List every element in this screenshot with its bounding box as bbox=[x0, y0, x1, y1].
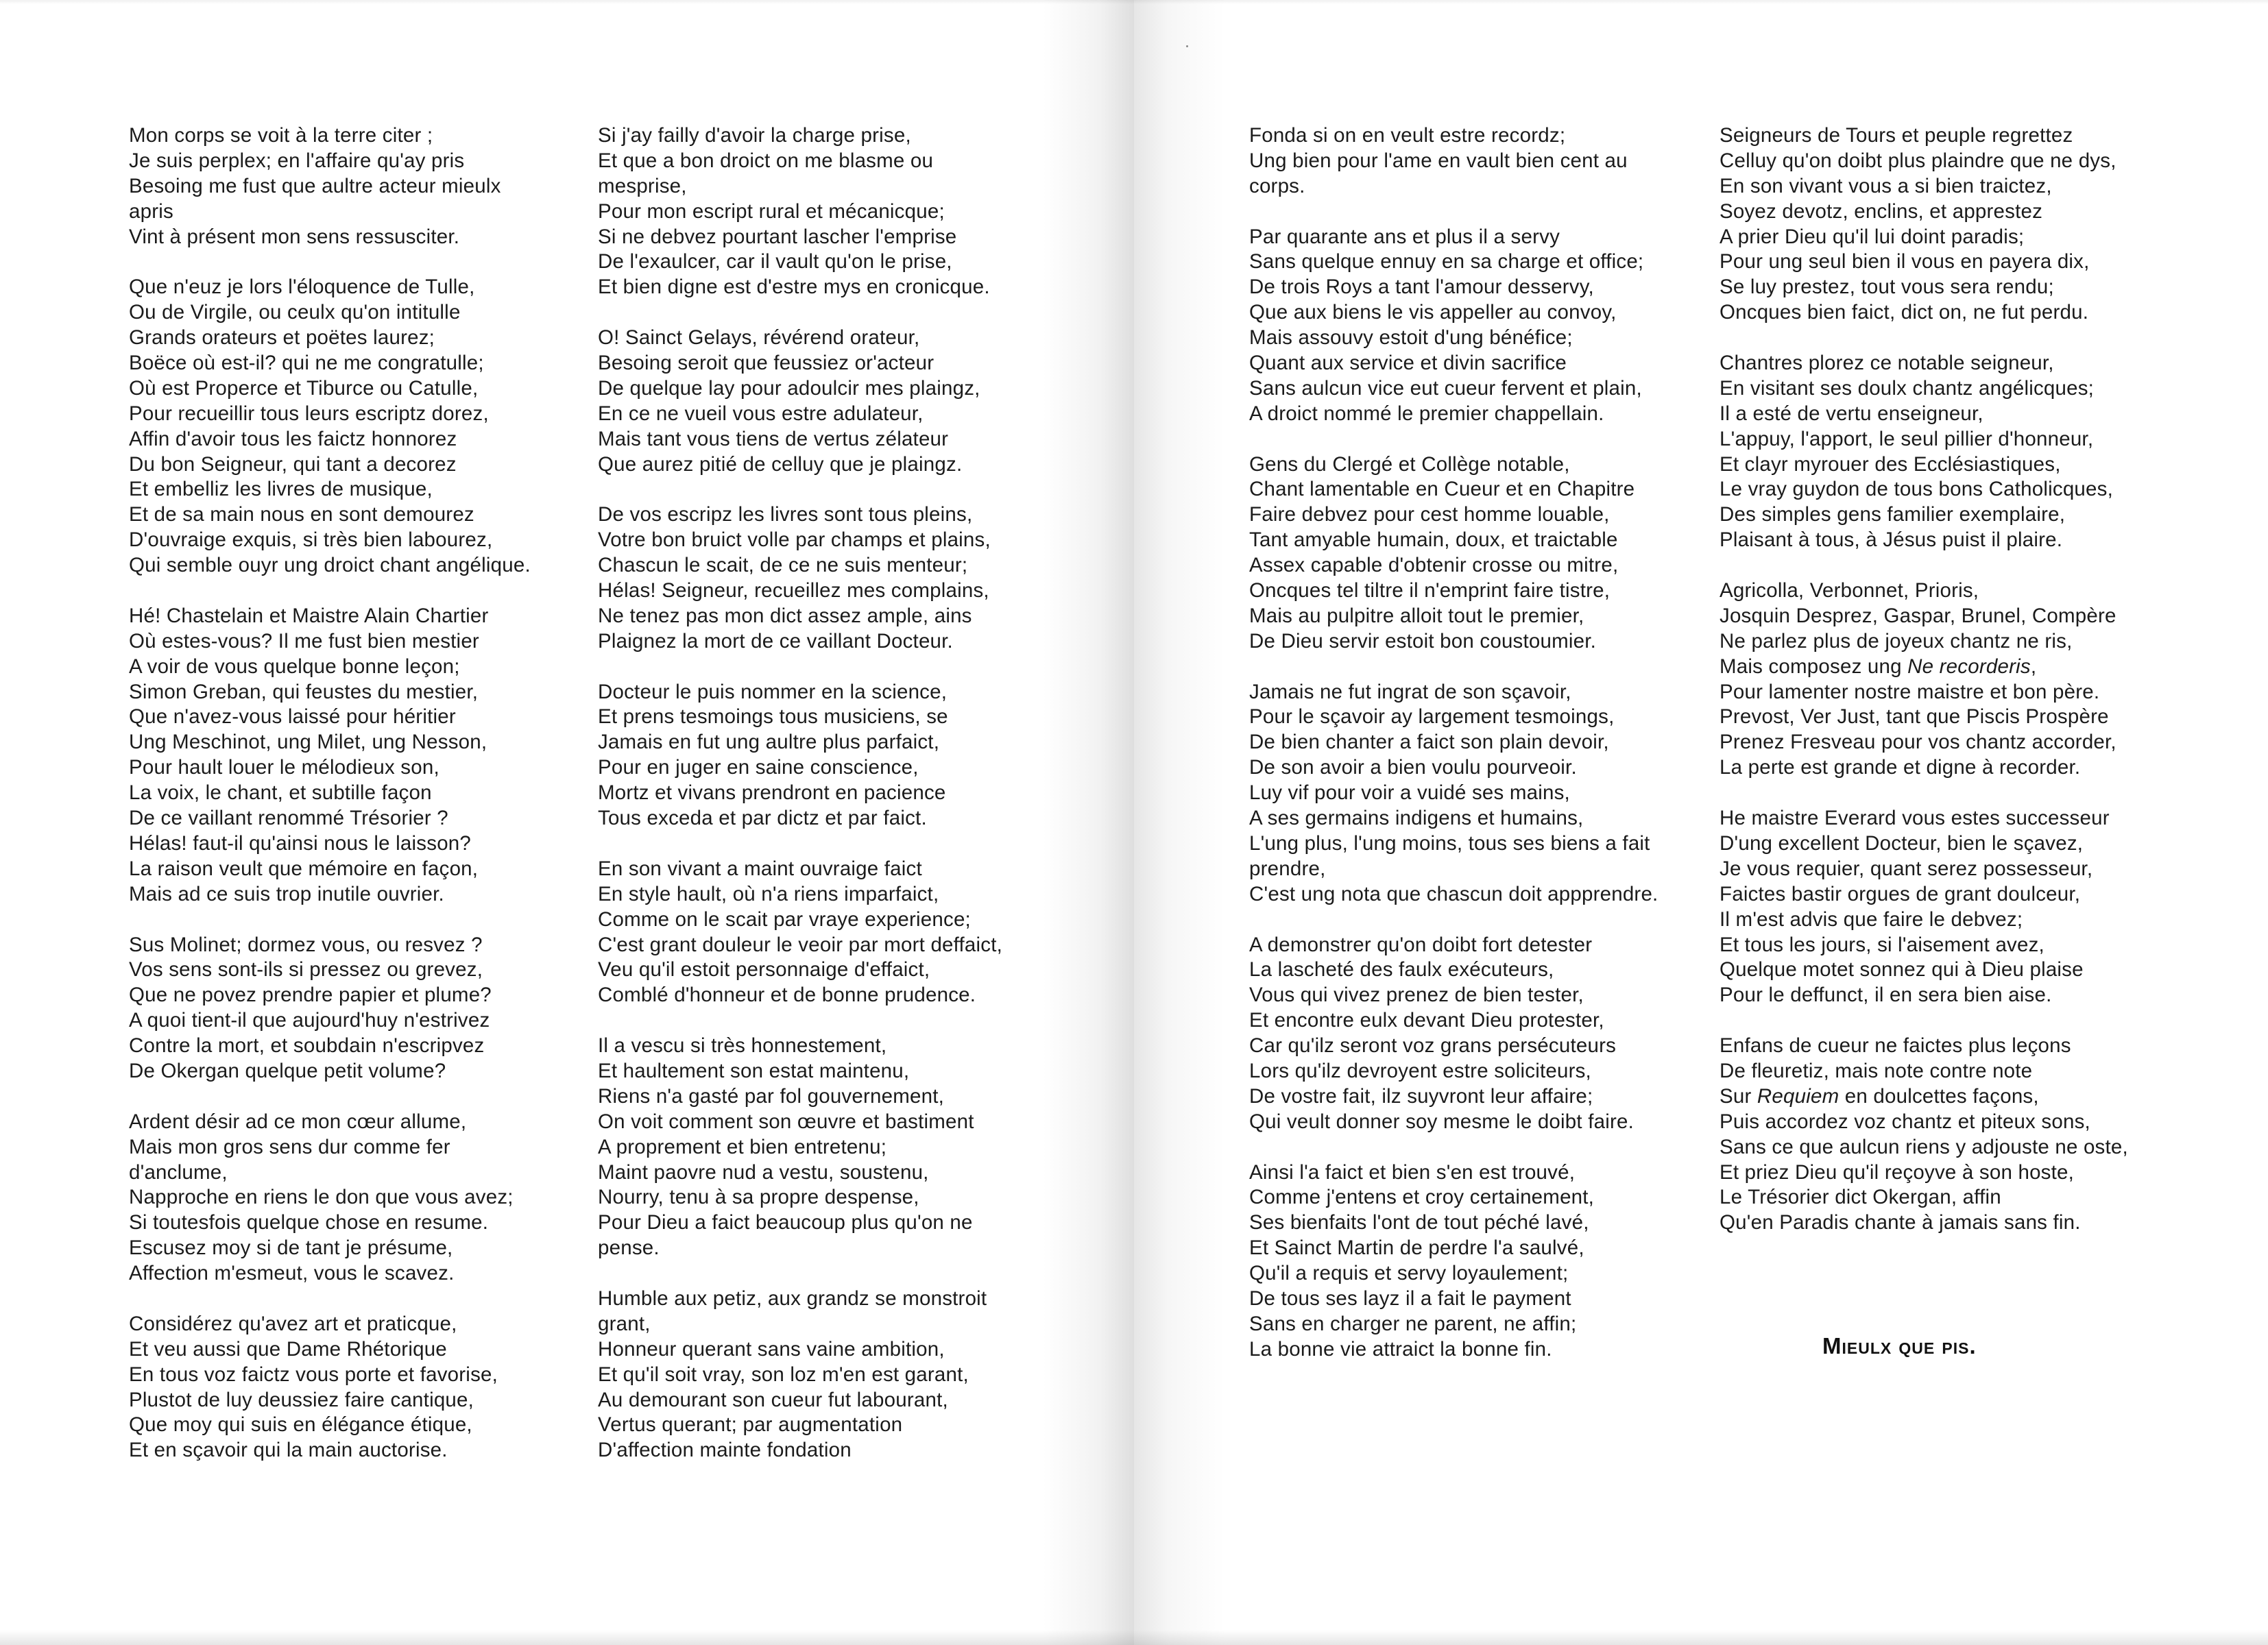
verse-line: Ainsi l'a faict et bien s'en est trouvé, bbox=[1249, 1160, 1576, 1184]
verse-line: De ce vaillant renommé Trésorier ? bbox=[129, 807, 448, 830]
verse-line: Ses bienfaits l'ont de tout péché lavé, bbox=[1249, 1211, 1589, 1234]
verse-line: Honneur querant sans vaine ambition, bbox=[598, 1337, 945, 1361]
verse-line: Vertus querant; par augmentation bbox=[598, 1413, 903, 1437]
verse-line: Pour en juger en saine conscience, bbox=[598, 756, 919, 779]
verse-line: Que aurez pitié de celluy que je plaingz. bbox=[598, 452, 963, 476]
verse-line: Et de sa main nous en sont demourez bbox=[129, 503, 474, 526]
verse-line: Que aux biens le vis appeller au convoy, bbox=[1249, 301, 1617, 324]
verse-line: Ne parlez plus de joyeux chantz ne ris, bbox=[1720, 629, 2073, 653]
poem-column-2 bbox=[598, 123, 1050, 1463]
stanza-break bbox=[598, 1008, 1050, 1034]
verse-line: Seigneurs de Tours et peuple regrettez bbox=[1720, 124, 2073, 147]
verse-line: L'ung plus, l'ung moins, tous ses biens a fait bbox=[1249, 831, 1650, 855]
verse-line: Tous exceda et par dictz et par faict. bbox=[598, 807, 927, 830]
stanza-break bbox=[129, 1287, 581, 1312]
verse-line: Jamais ne fut ingrat de son sçavoir, bbox=[1249, 680, 1571, 703]
verse-line: Agricolla, Verbonnet, Prioris, bbox=[1720, 579, 1979, 602]
verse-line: De Dieu servir estoit bon coustoumier. bbox=[1249, 629, 1597, 653]
verse-line: Enfans de cueur ne faictes plus leçons bbox=[1720, 1034, 2071, 1058]
verse-line: Soyez devotz, enclins, et apprestez bbox=[1720, 199, 2043, 223]
verse-line: Affection m'esmeut, vous le scavez. bbox=[129, 1262, 455, 1285]
verse-line: Et priez Dieu qu'il reçoyve à son hoste, bbox=[1720, 1160, 2075, 1184]
verse-line: Chantres plorez ce notable seigneur, bbox=[1720, 352, 2054, 375]
verse-line: D'affection mainte fondation bbox=[598, 1439, 852, 1462]
verse-line: Sur Requiem en doulcettes façons, bbox=[1720, 1084, 2039, 1108]
verse-line: Nourry, tenu à sa propre despense, bbox=[598, 1186, 919, 1209]
verse-line: Affin d'avoir tous les faictz honnorez bbox=[129, 427, 457, 450]
stanza-break bbox=[598, 831, 1050, 857]
verse-line: Faire debvez pour cest homme louable, bbox=[1249, 503, 1610, 526]
verse-line: Et prens tesmoings tous musiciens, se bbox=[598, 705, 948, 729]
verse-line: pense. bbox=[598, 1236, 660, 1260]
verse-line: La perte est grande et digne à recorder. bbox=[1720, 756, 2081, 779]
verse-line: Pour lamenter nostre maistre et bon père. bbox=[1720, 680, 2100, 703]
verse-line: Et encontre eulx devant Dieu protester, bbox=[1249, 1009, 1604, 1032]
verse-line: Contre la mort, et soubdain n'escripvez bbox=[129, 1034, 485, 1058]
verse-line: Si ne debvez pourtant lascher l'emprise bbox=[598, 225, 957, 248]
stanza-break bbox=[1249, 199, 1702, 225]
verse-line: De trois Roys a tant l'amour desservy, bbox=[1249, 276, 1594, 299]
verse-line: Et que a bon droict on me blasme ou bbox=[598, 149, 934, 172]
verse-line: grant, bbox=[598, 1312, 651, 1335]
paper-speck bbox=[1186, 45, 1188, 47]
verse-line: A quoi tient-il que aujourd'huy n'estrivez bbox=[129, 1009, 490, 1032]
verse-line: Votre bon bruict volle par champs et plains, bbox=[598, 528, 991, 552]
closing-motto: Mieulx que pis. bbox=[1822, 1333, 1977, 1358]
verse-line: Et en sçavoir qui la main auctorise. bbox=[129, 1439, 448, 1462]
verse-line: Si toutesfois quelque chose en resume. bbox=[129, 1211, 489, 1234]
verse-line: Le Trésorier dict Okergan, affin bbox=[1720, 1186, 2001, 1209]
verse-line: Mais assouvy estoit d'ung bénéfice; bbox=[1249, 326, 1573, 350]
verse-line: Humble aux petiz, aux grandz se monstroit bbox=[598, 1287, 987, 1310]
verse-line: Pour hault louer le mélodieux son, bbox=[129, 756, 439, 779]
verse-line: Comme on le scait par vraye experience; bbox=[598, 907, 971, 931]
poem-column-1 bbox=[129, 123, 581, 1463]
stanza-break bbox=[1249, 427, 1702, 452]
verse-line: Et qu'il soit vray, son loz m'en est garant, bbox=[598, 1363, 969, 1386]
verse-line: Qu'il a requis et servy loyaulement; bbox=[1249, 1262, 1569, 1285]
verse-line: Docteur le puis nommer en la science, bbox=[598, 680, 948, 703]
verse-line: En son vivant vous a si bien traictez, bbox=[1720, 174, 2052, 197]
verse-line: d'anclume, bbox=[129, 1160, 228, 1184]
verse-line: Où est Properce et Tiburce ou Catulle, bbox=[129, 376, 479, 400]
verse-line: Et clayr myrouer des Ecclésiastiques, bbox=[1720, 452, 2061, 476]
verse-line: Où estes-vous? Il me fust bien mestier bbox=[129, 629, 479, 653]
verse-line: Veu qu'il estoit personnaige d'effaict, bbox=[598, 958, 930, 982]
verse-line: Comme j'entens et croy certainement, bbox=[1249, 1186, 1595, 1209]
verse-line: De bien chanter a faict son plain devoir, bbox=[1249, 731, 1609, 754]
verse-line: Je suis perplex; en l'affaire qu'ay pris bbox=[129, 149, 465, 172]
verse-line: Mortz et vivans prendront en pacience bbox=[598, 781, 946, 805]
verse-line: Assex capable d'obtenir crosse ou mitre, bbox=[1249, 554, 1619, 577]
verse-line: Plustot de luy deussiez faire cantique, bbox=[129, 1388, 474, 1411]
verse-line: Lors qu'ilz devroyent estre soliciteurs, bbox=[1249, 1059, 1591, 1082]
verse-line: Qu'en Paradis chante à jamais sans fin. bbox=[1720, 1211, 2081, 1234]
stanza-break bbox=[598, 655, 1050, 680]
verse-line: Si j'ay failly d'avoir la charge prise, bbox=[598, 124, 911, 147]
verse-line: Fonda si on en veult estre recordz; bbox=[1249, 124, 1566, 147]
verse-line: Quelque motet sonnez qui à Dieu plaise bbox=[1720, 958, 2084, 982]
verse-line: De tous ses layz il a fait le payment bbox=[1249, 1287, 1571, 1310]
verse-line: Luy vif pour voir a vuidé ses mains, bbox=[1249, 781, 1570, 805]
verse-line: De quelque lay pour adoulcir mes plaingz, bbox=[598, 376, 980, 400]
verse-line: Grands orateurs et poëtes laurez; bbox=[129, 326, 435, 350]
verse-line: La raison veult que mémoire en façon, bbox=[129, 857, 479, 880]
verse-line: Sus Molinet; dormez vous, ou resvez ? bbox=[129, 933, 483, 956]
verse-line: A droict nommé le premier chappellain. bbox=[1249, 402, 1604, 425]
verse-line: Qui veult donner soy mesme le doibt faire. bbox=[1249, 1110, 1634, 1133]
stanza-break bbox=[1249, 655, 1702, 680]
stanza-break bbox=[129, 907, 581, 933]
verse-line: Mais au pulpitre alloit tout le premier, bbox=[1249, 604, 1584, 627]
verse-line: Pour le deffunct, il en sera bien aise. bbox=[1720, 984, 2052, 1007]
verse-line: La bonne vie attraict la bonne fin. bbox=[1249, 1337, 1552, 1361]
verse-line: Mais mon gros sens dur comme fer bbox=[129, 1135, 450, 1158]
stanza-break bbox=[1720, 326, 2172, 351]
stanza-break bbox=[598, 1261, 1050, 1287]
verse-line: Des simples gens familier exemplaire, bbox=[1720, 503, 2066, 526]
verse-line: Sans quelque ennuy en sa charge et office; bbox=[1249, 250, 1644, 273]
verse-line: Il m'est advis que faire le debvez; bbox=[1720, 907, 2023, 931]
verse-line: Besoing seroit que feussiez or'acteur bbox=[598, 352, 934, 375]
verse-line: Et Sainct Martin de perdre l'a saulvé, bbox=[1249, 1236, 1584, 1260]
verse-line: Napproche en riens le don que vous avez; bbox=[129, 1186, 514, 1209]
verse-line: Josquin Desprez, Gaspar, Brunel, Compère bbox=[1720, 604, 2116, 627]
verse-line: Chascun le scait, de ce ne suis menteur; bbox=[598, 554, 968, 577]
verse-line: Et tous les jours, si l'aisement avez, bbox=[1720, 933, 2044, 956]
verse-line: D'ouvraige exquis, si très bien labourez, bbox=[129, 528, 493, 552]
verse-line: De Okergan quelque petit volume? bbox=[129, 1059, 446, 1082]
verse-line: A prier Dieu qu'il lui doint paradis; bbox=[1720, 225, 2025, 248]
poem-column-3 bbox=[1249, 123, 1702, 1363]
poem-column-4 bbox=[1720, 123, 2172, 1236]
stanza-break bbox=[598, 477, 1050, 502]
verse-line: Chant lamentable en Cueur et en Chapitre bbox=[1249, 478, 1635, 501]
verse-line: C'est ung nota que chascun doit appprendre. bbox=[1249, 882, 1658, 905]
stanza-break bbox=[1249, 907, 1702, 933]
verse-line: Oncques bien faict, dict on, ne fut perdu. bbox=[1720, 301, 2089, 324]
verse-line: Sans en charger ne parent, ne affin; bbox=[1249, 1312, 1577, 1335]
verse-line: On voit comment son œuvre et bastiment bbox=[598, 1110, 974, 1133]
verse-line: Au demourant son cueur fut labourant, bbox=[598, 1388, 948, 1411]
verse-line: Ne tenez pas mon dict assez ample, ains bbox=[598, 604, 972, 627]
verse-line: En ce ne vueil vous estre adulateur, bbox=[598, 402, 924, 425]
verse-line: Mon corps se voit à la terre citer ; bbox=[129, 124, 433, 147]
verse-line: Mais ad ce suis trop inutile ouvrier. bbox=[129, 882, 444, 905]
verse-line: Hé! Chastelain et Maistre Alain Chartier bbox=[129, 604, 489, 627]
verse-line: Car qu'ilz seront voz grans persécuteurs bbox=[1249, 1034, 1617, 1058]
verse-line: Qui semble ouyr ung droict chant angélique. bbox=[129, 554, 531, 577]
verse-line: mesprise, bbox=[598, 174, 687, 197]
verse-line: Et veu aussi que Dame Rhétorique bbox=[129, 1337, 447, 1361]
verse-line: Se luy prestez, tout vous sera rendu; bbox=[1720, 276, 2054, 299]
verse-line: De vostre fait, ilz suyvront leur affaire; bbox=[1249, 1084, 1593, 1108]
verse-line: Tant amyable humain, doux, et traictable bbox=[1249, 528, 1618, 552]
stanza-break bbox=[1720, 781, 2172, 806]
verse-line: Que moy qui suis en élégance étique, bbox=[129, 1413, 472, 1437]
verse-line: Considérez qu'avez art et praticque, bbox=[129, 1312, 457, 1335]
verse-line: Vos sens sont-ils si pressez ou grevez, bbox=[129, 958, 483, 982]
verse-line: Oncques tel tiltre il n'emprint faire tistre, bbox=[1249, 579, 1610, 602]
verse-line: La lascheté des faulx exécuteurs, bbox=[1249, 958, 1554, 982]
verse-line: Riens n'a gasté par fol gouvernement, bbox=[598, 1084, 944, 1108]
verse-line: Et haultement son estat maintenu, bbox=[598, 1059, 910, 1082]
verse-line: Que ne povez prendre papier et plume? bbox=[129, 984, 492, 1007]
verse-line: Ung bien pour l'ame en vault bien cent au bbox=[1249, 149, 1628, 172]
verse-line: Plaignez la mort de ce vaillant Docteur. bbox=[598, 629, 953, 653]
verse-line: Sans aulcun vice eut cueur fervent et plain, bbox=[1249, 376, 1642, 400]
verse-line: Je vous requier, quant serez possesseur, bbox=[1720, 857, 2093, 880]
verse-line: Pour mon escript rural et mécanicque; bbox=[598, 199, 945, 223]
verse-line: Le vray guydon de tous bons Catholicques, bbox=[1720, 478, 2113, 501]
scan-edge-top bbox=[0, 0, 2268, 4]
verse-line: Pour le sçavoir ay largement tesmoings, bbox=[1249, 705, 1615, 729]
verse-line: L'appuy, l'apport, le seul pillier d'honneur, bbox=[1720, 427, 2094, 450]
verse-line: Gens du Clergé et Collège notable, bbox=[1249, 452, 1570, 476]
stanza-break bbox=[129, 578, 581, 604]
verse-line: Maint paovre nud a vestu, soustenu, bbox=[598, 1160, 929, 1184]
verse-line: Pour recueillir tous leurs escriptz dorez, bbox=[129, 402, 489, 425]
verse-line: Besoing me fust que aultre acteur mieulx bbox=[129, 174, 501, 197]
verse-line: Sans ce que aulcun riens y adjouste ne oste, bbox=[1720, 1135, 2128, 1158]
verse-line: Simon Greban, qui feustes du mestier, bbox=[129, 680, 479, 703]
verse-line: En tous voz faictz vous porte et favorise, bbox=[129, 1363, 498, 1386]
verse-line: De fleuretiz, mais note contre note bbox=[1720, 1059, 2033, 1082]
verse-line: Que n'euz je lors l'éloquence de Tulle, bbox=[129, 276, 475, 299]
verse-line: Faictes bastir orgues de grant doulceur, bbox=[1720, 882, 2081, 905]
verse-line: De son avoir a bien voulu pourveoir. bbox=[1249, 756, 1577, 779]
verse-line: Vint à présent mon sens ressusciter. bbox=[129, 225, 460, 248]
verse-line: En style hault, où n'a riens imparfaict, bbox=[598, 882, 939, 905]
verse-line: Il a vescu si très honnestement, bbox=[598, 1034, 887, 1058]
verse-line: La voix, le chant, et subtille façon bbox=[129, 781, 432, 805]
verse-line: Ou de Virgile, ou ceulx qu'on intitulle bbox=[129, 301, 461, 324]
stanza-break bbox=[1720, 553, 2172, 578]
verse-line: Ung Meschinot, ung Milet, ung Nesson, bbox=[129, 731, 487, 754]
verse-line: En son vivant a maint ouvraige faict bbox=[598, 857, 922, 880]
verse-line: Et bien digne est d'estre mys en cronicque. bbox=[598, 276, 990, 299]
verse-line: Pour ung seul bien il vous en payera dix, bbox=[1720, 250, 2090, 273]
verse-line: He maistre Everard vous estes successeur bbox=[1720, 807, 2110, 830]
verse-line: Vous qui vivez prenez de bien tester, bbox=[1249, 984, 1584, 1007]
verse-line: Il a esté de vertu enseigneur, bbox=[1720, 402, 1983, 425]
stanza-break bbox=[598, 300, 1050, 326]
verse-line: C'est grant douleur le veoir par mort deffaict, bbox=[598, 933, 1003, 956]
verse-line: prendre, bbox=[1249, 857, 1326, 880]
verse-line: Mais composez ung Ne recorderis, bbox=[1720, 655, 2037, 678]
verse-line: O! Sainct Gelays, révérend orateur, bbox=[598, 326, 920, 350]
verse-line: Hélas! Seigneur, recueillez mes complains, bbox=[598, 579, 989, 602]
verse-line: Ardent désir ad ce mon cœur allume, bbox=[129, 1110, 467, 1133]
verse-line: Celluy qu'on doibt plus plaindre que ne dys, bbox=[1720, 149, 2116, 172]
stanza-break bbox=[129, 249, 581, 275]
verse-line: Quant aux service et divin sacrifice bbox=[1249, 352, 1567, 375]
verse-line: Plaisant à tous, à Jésus puist il plaire. bbox=[1720, 528, 2063, 552]
verse-line: Hélas! faut-il qu'ainsi nous le laisson? bbox=[129, 831, 472, 855]
verse-line: Par quarante ans et plus il a servy bbox=[1249, 225, 1560, 248]
verse-line: Comblé d'honneur et de bonne prudence. bbox=[598, 984, 976, 1007]
verse-line: D'ung excellent Docteur, bien le sçavez, bbox=[1720, 831, 2084, 855]
scan-edge-bottom bbox=[0, 1630, 2268, 1645]
verse-line: Prevost, Ver Just, tant que Piscis Prospère bbox=[1720, 705, 2109, 729]
verse-line: A voir de vous quelque bonne leçon; bbox=[129, 655, 460, 678]
verse-line: A proprement et bien entretenu; bbox=[598, 1135, 887, 1158]
verse-line: Du bon Seigneur, qui tant a decorez bbox=[129, 452, 457, 476]
stanza-break bbox=[1720, 1008, 2172, 1034]
verse-line: apris bbox=[129, 199, 173, 223]
verse-line: Prenez Fresveau pour vos chantz accorder, bbox=[1720, 731, 2116, 754]
verse-line: A ses germains indigens et humains, bbox=[1249, 807, 1584, 830]
stanza-break bbox=[129, 1084, 581, 1110]
verse-line: Escusez moy si de tant je présume, bbox=[129, 1236, 453, 1260]
stanza-break bbox=[1249, 1135, 1702, 1160]
verse-line: De l'exaulcer, car il vault qu'on le prise, bbox=[598, 250, 952, 273]
verse-line: Que n'avez-vous laissé pour héritier bbox=[129, 705, 456, 729]
verse-line: De vos escripz les livres sont tous pleins, bbox=[598, 503, 973, 526]
verse-line: En visitant ses doulx chantz angélicques; bbox=[1720, 376, 2095, 400]
verse-line: Pour Dieu a faict beaucoup plus qu'on ne bbox=[598, 1211, 973, 1234]
verse-line: Et embelliz les livres de musique, bbox=[129, 478, 433, 501]
verse-line: A demonstrer qu'on doibt fort detester bbox=[1249, 933, 1593, 956]
verse-line: Puis accordez voz chantz et piteux sons, bbox=[1720, 1110, 2090, 1133]
verse-line: corps. bbox=[1249, 174, 1305, 197]
verse-line: Boëce où est-il? qui ne me congratulle; bbox=[129, 352, 484, 375]
verse-line: Mais tant vous tiens de vertus zélateur bbox=[598, 427, 949, 450]
verse-line: Jamais en fut ung aultre plus parfaict, bbox=[598, 731, 940, 754]
